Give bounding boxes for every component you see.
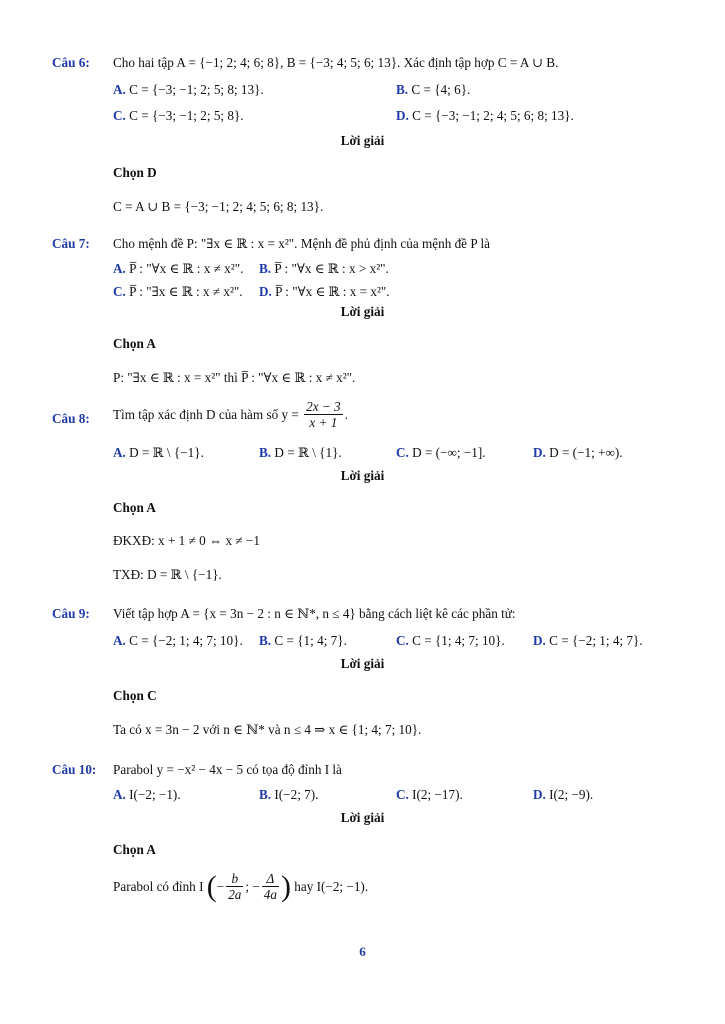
- option-text: I(−2; −1).: [129, 787, 181, 802]
- option-key: C.: [113, 284, 126, 299]
- option-text: I(−2; 7).: [274, 787, 319, 802]
- q7-option-b: [259, 261, 389, 277]
- minus-sign: −: [216, 879, 225, 894]
- option-text: C = {−2; 1; 4; 7; 10}.: [129, 633, 243, 648]
- option-key: C.: [396, 445, 409, 460]
- option-text: I(2; −17).: [412, 787, 463, 802]
- question-7-label: Câu 7:: [52, 236, 90, 251]
- q9-solution-title: Lời giải: [340, 656, 385, 671]
- option-key: A.: [113, 261, 126, 276]
- option-text: C = {−3; −1; 2; 5; 8; 13}.: [129, 82, 264, 97]
- work-text-end: hay I(−2; −1).: [294, 879, 369, 894]
- option-key: C.: [396, 633, 409, 648]
- q8-option-d: [533, 445, 623, 461]
- q9-option-d: [533, 633, 643, 649]
- question-6-stem: Cho hai tập A = {−1; 2; 4; 6; 8}, B = {−3; 4; 5; 6; 13}. Xác định tập hợp C = A ∪ B.: [113, 55, 559, 70]
- fraction-denominator: x + 1: [309, 415, 338, 430]
- question-9-stem: Viết tập hợp A = {x = 3n − 2 : n ∈ ℕ*, n ≤ 4} bằng cách liệt kê các phần tử:: [113, 606, 516, 621]
- question-10-label: Câu 10:: [52, 762, 97, 777]
- q9-option-b: [259, 633, 347, 649]
- q8-work-2: TXĐ: D = ℝ \ {−1}.: [113, 567, 222, 582]
- q7-option-d: [259, 284, 390, 300]
- q8-option-b: [259, 445, 342, 461]
- option-text: C = {1; 4; 7; 10}.: [412, 633, 505, 648]
- option-key: C.: [113, 108, 126, 123]
- q10-option-c: [396, 787, 463, 803]
- option-text: C = {−3; −1; 2; 5; 8}.: [129, 108, 244, 123]
- stem-text: Tìm tập xác định D của hàm số y =: [113, 407, 299, 422]
- q9-choice: Chọn C: [113, 688, 157, 703]
- option-key: D.: [533, 445, 546, 460]
- option-text: P̅ : "∀x ∈ ℝ : x > x²".: [274, 261, 389, 276]
- q8-option-c: [396, 445, 486, 461]
- q9-work: Ta có x = 3n − 2 với n ∈ ℕ* và n ≤ 4 ⇒ x ∈ {1; 4; 7; 10}.: [113, 722, 422, 737]
- q10-work: [113, 871, 368, 903]
- q10-option-a: [113, 787, 181, 803]
- option-text: I(2; −9).: [549, 787, 594, 802]
- option-key: A.: [113, 445, 126, 460]
- question-7-stem: Cho mệnh đề P: "∃x ∈ ℝ : x = x²". Mệnh đề phủ định của mệnh đề P là: [113, 236, 490, 251]
- q8-option-a: [113, 445, 204, 461]
- stem-end: .: [344, 407, 348, 422]
- fraction-numerator: Δ: [262, 871, 279, 887]
- q9-option-c: [396, 633, 505, 649]
- option-text: C = {−3; −1; 2; 4; 5; 6; 8; 13}.: [412, 108, 574, 123]
- q7-option-a: [113, 261, 243, 277]
- fraction-denominator: 4a: [263, 887, 277, 902]
- question-8-label: Câu 8:: [52, 411, 90, 426]
- fraction: [304, 399, 343, 431]
- question-9-label: Câu 9:: [52, 606, 90, 621]
- option-key: B.: [259, 261, 272, 276]
- option-key: D.: [533, 633, 546, 648]
- fraction-numerator: 2x − 3: [306, 399, 341, 414]
- option-key: A.: [113, 82, 126, 97]
- option-key: B.: [259, 445, 272, 460]
- question-6-label: Câu 6:: [52, 55, 90, 70]
- question-10-stem: Parabol y = −x² − 4x − 5 có tọa độ đỉnh I là: [113, 762, 342, 777]
- option-key: A.: [113, 787, 126, 802]
- option-text: C = {1; 4; 7}.: [274, 633, 347, 648]
- q10-choice: Chọn A: [113, 842, 156, 857]
- option-key: B.: [259, 787, 272, 802]
- q10-solution-title: Lời giải: [340, 810, 385, 825]
- fraction-delta-4a: [262, 871, 279, 903]
- q7-choice: Chọn A: [113, 336, 156, 351]
- option-text: D = (−∞; −1].: [412, 445, 486, 460]
- q6-option-a: [113, 82, 264, 98]
- option-key: B.: [396, 82, 409, 97]
- q9-option-a: [113, 633, 243, 649]
- q8-work-1: ĐKXĐ: x + 1 ≠ 0 ⇔ x ≠ −1: [113, 533, 260, 548]
- option-key: A.: [113, 633, 126, 648]
- option-text: D = ℝ \ {1}.: [274, 445, 342, 460]
- right-paren: ): [280, 870, 291, 903]
- question-8-stem: [113, 399, 348, 431]
- option-key: C.: [396, 787, 409, 802]
- q8-choice: Chọn A: [113, 500, 156, 515]
- option-text: P̅ : "∃x ∈ ℝ : x ≠ x²".: [129, 284, 243, 299]
- q6-option-d: [396, 108, 574, 124]
- q8-solution-title: Lời giải: [340, 468, 385, 483]
- q6-option-c: [113, 108, 244, 124]
- option-key: D.: [259, 284, 272, 299]
- option-text: D = ℝ \ {−1}.: [129, 445, 204, 460]
- option-text: P̅ : "∀x ∈ ℝ : x ≠ x²".: [129, 261, 244, 276]
- left-paren: (: [206, 870, 217, 903]
- q7-solution-title: Lời giải: [340, 304, 385, 319]
- q7-option-c: [113, 284, 243, 300]
- fraction-b-2a: [226, 871, 243, 903]
- option-text: C = {4; 6}.: [411, 82, 471, 97]
- page-number: 6: [359, 944, 366, 959]
- option-key: D.: [533, 787, 546, 802]
- q7-work: P: "∃x ∈ ℝ : x = x²" thì P̅ : "∀x ∈ ℝ : x ≠ x²".: [113, 370, 356, 385]
- fraction-denominator: 2a: [228, 887, 242, 902]
- q6-choice: Chọn D: [113, 165, 157, 180]
- option-text: D = (−1; +∞).: [549, 445, 623, 460]
- q10-option-d: [533, 787, 593, 803]
- option-key: B.: [259, 633, 272, 648]
- q6-option-b: [396, 82, 470, 98]
- fraction-numerator: b: [226, 871, 243, 887]
- q6-solution-title: Lời giải: [340, 133, 385, 148]
- q6-work: C = A ∪ B = {−3; −1; 2; 4; 5; 6; 8; 13}.: [113, 199, 324, 214]
- separator: ; −: [245, 879, 260, 894]
- option-key: D.: [396, 108, 409, 123]
- option-text: C = {−2; 1; 4; 7}.: [549, 633, 643, 648]
- q10-option-b: [259, 787, 318, 803]
- work-text: Parabol có đỉnh I: [113, 879, 204, 894]
- option-text: P̅ : "∀x ∈ ℝ : x = x²".: [275, 284, 390, 299]
